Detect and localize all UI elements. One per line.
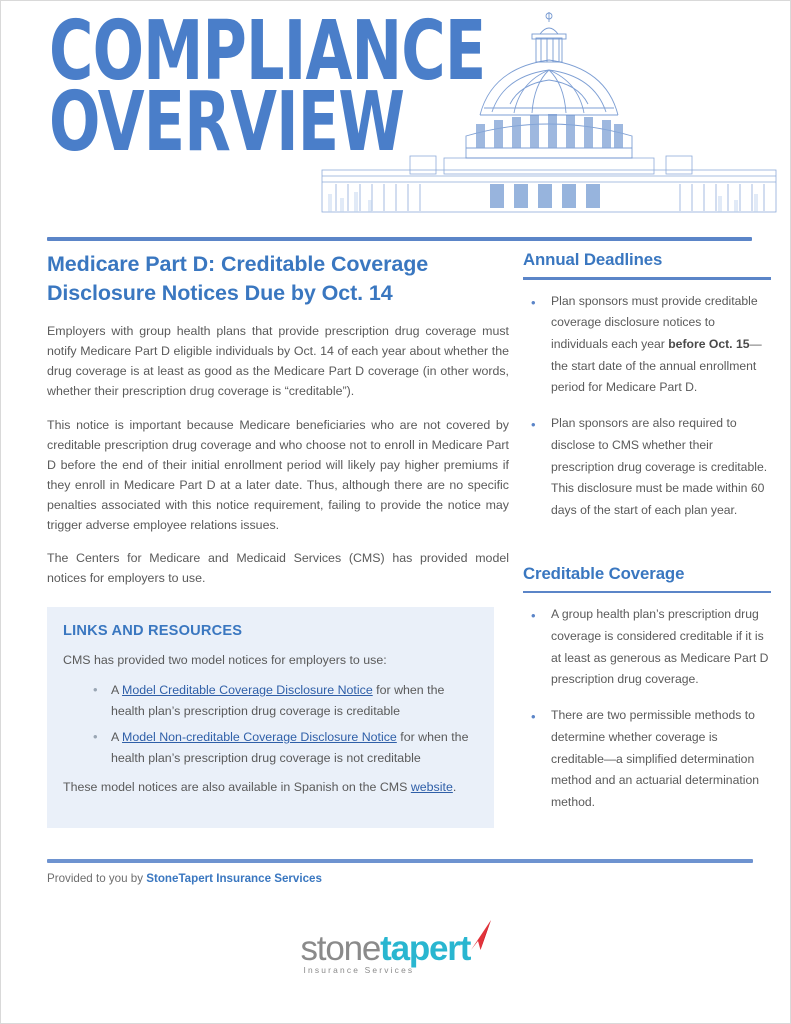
list-item bbox=[523, 413, 771, 522]
bullet-text-pre: Plan sponsors must provide creditable coverage disclosure notices to individuals each year bbox=[551, 293, 758, 351]
footer-company-name: StoneTapert Insurance Services bbox=[146, 872, 322, 885]
footer-attribution bbox=[47, 872, 322, 885]
link-item-prefix: A bbox=[111, 729, 123, 744]
link-item-prefix: A bbox=[111, 683, 123, 698]
links-list bbox=[63, 680, 474, 768]
bullet-text-pre: A group health plan’s prescription drug coverage is considered creditable if it is at least as generous as Medicare Part D prescription drug coverage. bbox=[551, 607, 769, 687]
sidebar-bullet-list bbox=[523, 291, 771, 522]
link-item-suffix: for when the health plan’s prescription drug coverage is creditable bbox=[111, 683, 445, 718]
content-area bbox=[1, 250, 790, 836]
sidebar-bullet-list bbox=[523, 604, 771, 813]
list-item bbox=[523, 291, 771, 400]
bullet-text-bold: before Oct. 15 bbox=[668, 336, 750, 351]
logo-word-stone: stone bbox=[300, 929, 381, 968]
logo-tagline: Insurance Services bbox=[303, 965, 415, 975]
links-box-outro bbox=[63, 778, 474, 798]
article-paragraph: Employers with group health plans that provide prescription drug coverage must notify Medicare Part D eligible individuals by Oct. 14 of each year about whether the drug coverage is at least as good as the Medicare Part D coverage (in other words, whether their prescription drug coverage is “creditable”). bbox=[47, 324, 509, 399]
list-item bbox=[93, 680, 474, 722]
sidebar-section-annual-deadlines bbox=[523, 250, 771, 522]
article-paragraph: This notice is important because Medicare beneficiaries who are not covered by creditable prescription drug coverage and who choose not to enroll in Medicare Part D before the end of their initial enrollment period will likely pay higher premiums if they enroll in Medicare Part D at a later date. Thus, although there are no specific penalties associated with this notice requirement, failing to provide the notice may trigger adverse employee relations issues. bbox=[47, 417, 509, 533]
sidebar-heading-divider bbox=[523, 591, 771, 594]
red-arrow-icon bbox=[455, 917, 495, 957]
bullet-text-post: —the start date of the annual enrollment period for Medicare Part D. bbox=[551, 336, 762, 395]
links-box-heading: LINKS AND RESOURCES bbox=[63, 623, 243, 640]
sidebar-column bbox=[523, 250, 771, 836]
article-paragraph: The Centers for Medicare and Medicaid Services (CMS) has provided model notices for employers to use. bbox=[47, 551, 509, 586]
logo-word-tapert: tapert bbox=[380, 929, 471, 968]
sidebar-section-creditable-coverage bbox=[523, 564, 771, 814]
company-logo bbox=[1, 921, 790, 985]
model-creditable-coverage-disclosure-notice-link[interactable]: Model Creditable Coverage Disclosure Notice bbox=[122, 683, 373, 698]
link-item-suffix: for when the health plan’s prescription drug coverage is not creditable bbox=[111, 729, 469, 765]
logo-wordmark bbox=[301, 931, 471, 966]
links-and-resources-box bbox=[47, 607, 494, 828]
links-outro-suffix: . bbox=[452, 780, 457, 795]
list-item bbox=[93, 727, 474, 769]
page-header bbox=[1, 1, 790, 213]
main-column bbox=[47, 250, 509, 828]
cms-website-link[interactable]: website bbox=[410, 780, 453, 795]
header-divider bbox=[47, 237, 752, 241]
list-item bbox=[523, 604, 771, 691]
list-item bbox=[523, 705, 771, 814]
sidebar-heading-divider bbox=[523, 277, 771, 280]
banner-title-line-1: COMPLIANCE bbox=[49, 4, 486, 99]
sidebar-heading: Annual Deadlines bbox=[523, 250, 663, 269]
links-outro-prefix: These model notices are also available in Spanish on the CMS bbox=[63, 780, 411, 795]
banner-title-line-2: OVERVIEW bbox=[49, 74, 405, 170]
page-title: Medicare Part D: Creditable Coverage Disclosure Notices Due by Oct. 14 bbox=[47, 252, 429, 305]
banner-title bbox=[49, 4, 486, 170]
model-non-creditable-coverage-disclosure-notice-link[interactable]: Model Non-creditable Coverage Disclosure Notice bbox=[122, 729, 397, 744]
bullet-text-pre: Plan sponsors are also required to disclose to CMS whether their prescription drug coverage is creditable. This disclosure must be made within 60 days of the start of each plan year. bbox=[551, 416, 768, 517]
bullet-text-pre: There are two permissible methods to determine whether coverage is creditable—a simplified determination method and an actuarial determination method. bbox=[551, 708, 759, 809]
sidebar-heading: Creditable Coverage bbox=[523, 563, 685, 583]
footer-divider bbox=[47, 859, 753, 863]
footer-prefix: Provided to you by bbox=[47, 872, 147, 885]
links-box-intro: CMS has provided two model notices for employers to use: bbox=[63, 653, 387, 668]
